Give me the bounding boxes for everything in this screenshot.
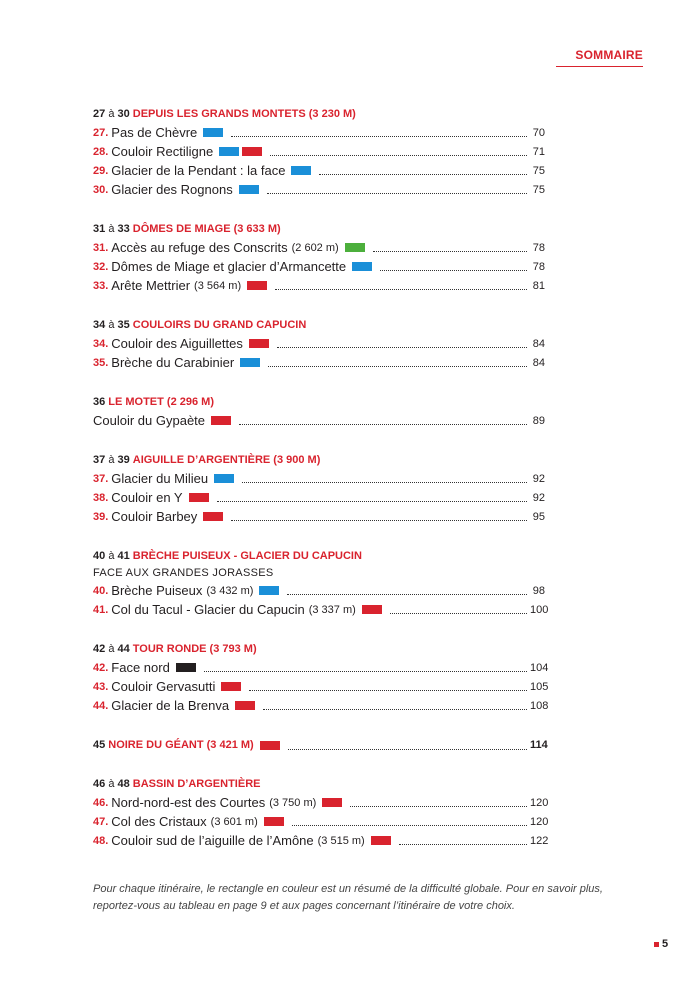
- toc-entry: [93, 276, 545, 295]
- section-range: [93, 394, 105, 411]
- difficulty-badge-black: [176, 663, 196, 672]
- toc-entry: [93, 793, 549, 812]
- section-range: [93, 776, 130, 793]
- entry-number: 43.: [93, 680, 109, 693]
- range-sep: à: [108, 454, 115, 466]
- entry-title: Couloir en Y: [111, 490, 183, 505]
- section-header: [93, 776, 545, 793]
- range-start: 46: [93, 778, 106, 790]
- section-header: [93, 317, 545, 334]
- entry-number: 34.: [93, 337, 109, 350]
- difficulty-badge-blue: [352, 262, 372, 271]
- section-header: [93, 106, 545, 123]
- difficulty-badge-red: [362, 605, 382, 614]
- page-number: 5: [662, 938, 669, 950]
- toc-section: [93, 317, 545, 372]
- entry-title: Col du Tacul - Glacier du Capucin: [111, 602, 305, 617]
- entry-title: Brèche du Carabinier: [111, 355, 235, 370]
- leader-dots: [399, 834, 527, 845]
- entry-altitude: (3 337 m): [308, 603, 356, 616]
- toc-section: [93, 737, 548, 754]
- page-ref: 89: [532, 414, 545, 427]
- difficulty-badge-blue: [259, 586, 279, 595]
- toc-section: [93, 776, 549, 850]
- page-ref: 75: [532, 164, 545, 177]
- section-header: [93, 737, 548, 754]
- section-range: [93, 548, 130, 565]
- toc-entry: [93, 353, 545, 372]
- entry-altitude: (3 515 m): [317, 834, 365, 847]
- entry-number: 28.: [93, 145, 109, 158]
- header-title: SOMMAIRE: [575, 48, 643, 62]
- entry-number: 41.: [93, 603, 109, 616]
- entry-title: Pas de Chèvre: [111, 125, 198, 140]
- difficulty-badge-red: [211, 416, 231, 425]
- entry-number: 40.: [93, 584, 109, 597]
- page-ref: 92: [532, 472, 545, 485]
- toc-entry: [93, 257, 545, 276]
- page-ref: 95: [532, 510, 545, 523]
- entry-title: Couloir du Gypaète: [93, 413, 206, 428]
- difficulty-note: Pour chaque itinéraire, le rectangle en couleur est un résumé de la difficulté globale. Pour en savoir plus, reportez-vous au tableau en page 9 et aux pages concernant l’itinéraire de votre choix.: [93, 883, 603, 912]
- difficulty-badge-blue: [214, 474, 234, 483]
- page-ref: 71: [532, 145, 545, 158]
- difficulty-badge-blue: [203, 128, 223, 137]
- section-range: [93, 737, 105, 754]
- entry-title: Couloir des Aiguillettes: [111, 336, 243, 351]
- entry-altitude: (3 432 m): [206, 584, 254, 597]
- toc-section: [93, 394, 545, 430]
- page-ref: 92: [532, 491, 545, 504]
- section-title: BRÈCHE PUISEUX - GLACIER DU CAPUCIN: [132, 550, 362, 562]
- section-header: [93, 221, 545, 238]
- page-ref: 100: [530, 603, 549, 616]
- leader-dots: [380, 260, 527, 271]
- page-ref: 105: [530, 680, 549, 693]
- range-end: 44: [117, 643, 130, 655]
- entry-title: Couloir sud de l’aiguille de l’Amône: [111, 833, 314, 848]
- section-header: [93, 394, 545, 411]
- toc-entry: [93, 600, 549, 619]
- entry-number: 48.: [93, 834, 109, 847]
- range-end: 30: [117, 108, 130, 120]
- difficulty-badge-red: [242, 147, 262, 156]
- leader-dots: [319, 164, 527, 175]
- section-title: DÔMES DE MIAGE (3 633 M): [132, 223, 281, 235]
- page-footer: [654, 938, 668, 950]
- toc-entry: [93, 581, 545, 600]
- toc-entry: [93, 469, 545, 488]
- entry-title: Brèche Puiseux: [111, 583, 203, 598]
- leader-dots: [275, 279, 527, 290]
- section-header: [93, 548, 545, 565]
- difficulty-badge-red: [260, 741, 280, 750]
- page-ref: 78: [532, 241, 545, 254]
- page-ref: 84: [532, 356, 545, 369]
- difficulty-badge-red: [235, 701, 255, 710]
- footer-square-icon: [654, 942, 659, 947]
- range-start: 45: [93, 739, 106, 751]
- section-range: [93, 106, 130, 123]
- entry-number: 35.: [93, 356, 109, 369]
- entry-title: Glacier des Rognons: [111, 182, 233, 197]
- leader-dots: [242, 472, 527, 483]
- page-ref: 70: [532, 126, 545, 139]
- leader-dots: [217, 491, 527, 502]
- section-range: [93, 221, 130, 238]
- range-end: 48: [117, 778, 130, 790]
- range-end: 41: [117, 550, 130, 562]
- difficulty-badge-red: [221, 682, 241, 691]
- entry-number: 27.: [93, 126, 109, 139]
- difficulty-badge-red: [249, 339, 269, 348]
- entry-number: 47.: [93, 815, 109, 828]
- section-header: [93, 452, 545, 469]
- toc-entry: [93, 180, 545, 199]
- toc-section: [93, 641, 549, 715]
- entry-number: 29.: [93, 164, 109, 177]
- leader-dots: [292, 815, 527, 826]
- toc-entry: [93, 123, 545, 142]
- entry-number: 37.: [93, 472, 109, 485]
- leader-dots: [373, 241, 527, 252]
- difficulty-badge-red: [322, 798, 342, 807]
- entry-title: Couloir Barbey: [111, 509, 198, 524]
- page-ref: 98: [532, 584, 545, 597]
- entry-number: 46.: [93, 796, 109, 809]
- difficulty-badge-red: [264, 817, 284, 826]
- leader-dots: [231, 510, 527, 521]
- entry-number: 39.: [93, 510, 109, 523]
- difficulty-badge-blue: [239, 185, 259, 194]
- page-ref: 122: [530, 834, 549, 847]
- section-title: AIGUILLE D’ARGENTIÈRE (3 900 M): [132, 454, 321, 466]
- section-title: NOIRE DU GÉANT (3 421 M): [108, 739, 254, 751]
- section-title: BASSIN D’ARGENTIÈRE: [132, 778, 261, 790]
- leader-dots: [268, 356, 527, 367]
- entry-title: Glacier de la Pendant : la face: [111, 163, 286, 178]
- section-title: COULOIRS DU GRAND CAPUCIN: [132, 319, 307, 331]
- toc-entry: [93, 411, 545, 430]
- range-start: 31: [93, 223, 106, 235]
- range-sep: à: [108, 319, 115, 331]
- range-end: 33: [117, 223, 130, 235]
- difficulty-badge-red: [189, 493, 209, 502]
- toc-entry: [93, 238, 545, 257]
- entry-number: 42.: [93, 661, 109, 674]
- leader-dots: [249, 680, 527, 691]
- leader-dots: [263, 699, 527, 710]
- toc-section: [93, 106, 545, 199]
- page-ref: 104: [530, 661, 549, 674]
- page-ref: 84: [532, 337, 545, 350]
- range-sep: à: [108, 550, 115, 562]
- page-header: [556, 48, 643, 67]
- leader-dots: [270, 145, 527, 156]
- leader-dots: [287, 584, 527, 595]
- toc-entry: [93, 507, 545, 526]
- leader-dots: [239, 414, 527, 425]
- entry-altitude: (3 750 m): [269, 796, 317, 809]
- entry-number: 38.: [93, 491, 109, 504]
- section-range: [93, 641, 130, 658]
- entry-number: 32.: [93, 260, 109, 273]
- leader-dots: [267, 183, 527, 194]
- toc-entry: [93, 696, 549, 715]
- range-end: 35: [117, 319, 130, 331]
- entry-number: 33.: [93, 279, 109, 292]
- range-sep: à: [108, 223, 115, 235]
- page-ref: 120: [530, 796, 549, 809]
- toc-section: [93, 221, 545, 295]
- toc-entry: [93, 658, 549, 677]
- entry-title: Face nord: [111, 660, 170, 675]
- toc-entry: [93, 488, 545, 507]
- page-ref: 81: [532, 279, 545, 292]
- range-sep: à: [108, 643, 115, 655]
- page-ref: 120: [530, 815, 549, 828]
- entry-title: Dômes de Miage et glacier d’Armancette: [111, 259, 347, 274]
- page-ref: 78: [532, 260, 545, 273]
- section-range: [93, 317, 130, 334]
- difficulty-badge-green: [345, 243, 365, 252]
- leader-dots: [231, 126, 527, 137]
- entry-title: Glacier du Milieu: [111, 471, 209, 486]
- entry-title: Col des Cristaux: [111, 814, 207, 829]
- section-header: [93, 641, 545, 658]
- section-title: LE MOTET (2 296 M): [108, 396, 214, 408]
- range-sep: à: [108, 778, 115, 790]
- entry-title: Nord-nord-est des Courtes: [111, 795, 266, 810]
- difficulty-badge-red: [371, 836, 391, 845]
- toc-entry: [93, 812, 549, 831]
- section-title: TOUR RONDE (3 793 M): [132, 643, 257, 655]
- range-end: 39: [117, 454, 130, 466]
- leader-dots: [350, 796, 527, 807]
- toc-entry: [93, 161, 545, 180]
- entry-title: Couloir Gervasutti: [111, 679, 216, 694]
- section-title: DEPUIS LES GRANDS MONTETS (3 230 M): [132, 108, 356, 120]
- leader-dots: [277, 337, 527, 348]
- toc-section: [93, 548, 549, 619]
- entry-number: 44.: [93, 699, 109, 712]
- section-subtitle: FACE AUX GRANDES JORASSES: [93, 567, 274, 579]
- range-start: 34: [93, 319, 106, 331]
- entry-title: Accès au refuge des Conscrits: [111, 240, 288, 255]
- range-sep: à: [108, 108, 115, 120]
- difficulty-badge-blue: [219, 147, 239, 156]
- difficulty-badge-red: [247, 281, 267, 290]
- entry-number: 30.: [93, 183, 109, 196]
- range-start: 36: [93, 396, 106, 408]
- leader-dots: [288, 739, 527, 750]
- page-ref: 114: [530, 739, 548, 751]
- header-rule: [556, 66, 643, 67]
- leader-dots: [390, 603, 527, 614]
- toc-entry: [93, 142, 545, 161]
- toc-entry: [93, 334, 545, 353]
- section-range: [93, 452, 130, 469]
- entry-altitude: (2 602 m): [291, 241, 339, 254]
- entry-title: Couloir Rectiligne: [111, 144, 214, 159]
- entry-title: Glacier de la Brenva: [111, 698, 230, 713]
- toc-entry: [93, 831, 549, 850]
- range-start: 37: [93, 454, 106, 466]
- toc-section: [93, 452, 545, 526]
- leader-dots: [204, 661, 527, 672]
- range-start: 27: [93, 108, 106, 120]
- difficulty-badge-blue: [240, 358, 260, 367]
- entry-number: 31.: [93, 241, 109, 254]
- entry-altitude: (3 564 m): [194, 279, 242, 292]
- difficulty-badge-red: [203, 512, 223, 521]
- page-ref: 108: [530, 699, 549, 712]
- range-start: 42: [93, 643, 106, 655]
- table-of-contents: [93, 106, 549, 872]
- entry-altitude: (3 601 m): [210, 815, 258, 828]
- toc-entry: [93, 677, 549, 696]
- range-start: 40: [93, 550, 106, 562]
- difficulty-badge-blue: [291, 166, 311, 175]
- page-ref: 75: [532, 183, 545, 196]
- entry-title: Arête Mettrier: [111, 278, 191, 293]
